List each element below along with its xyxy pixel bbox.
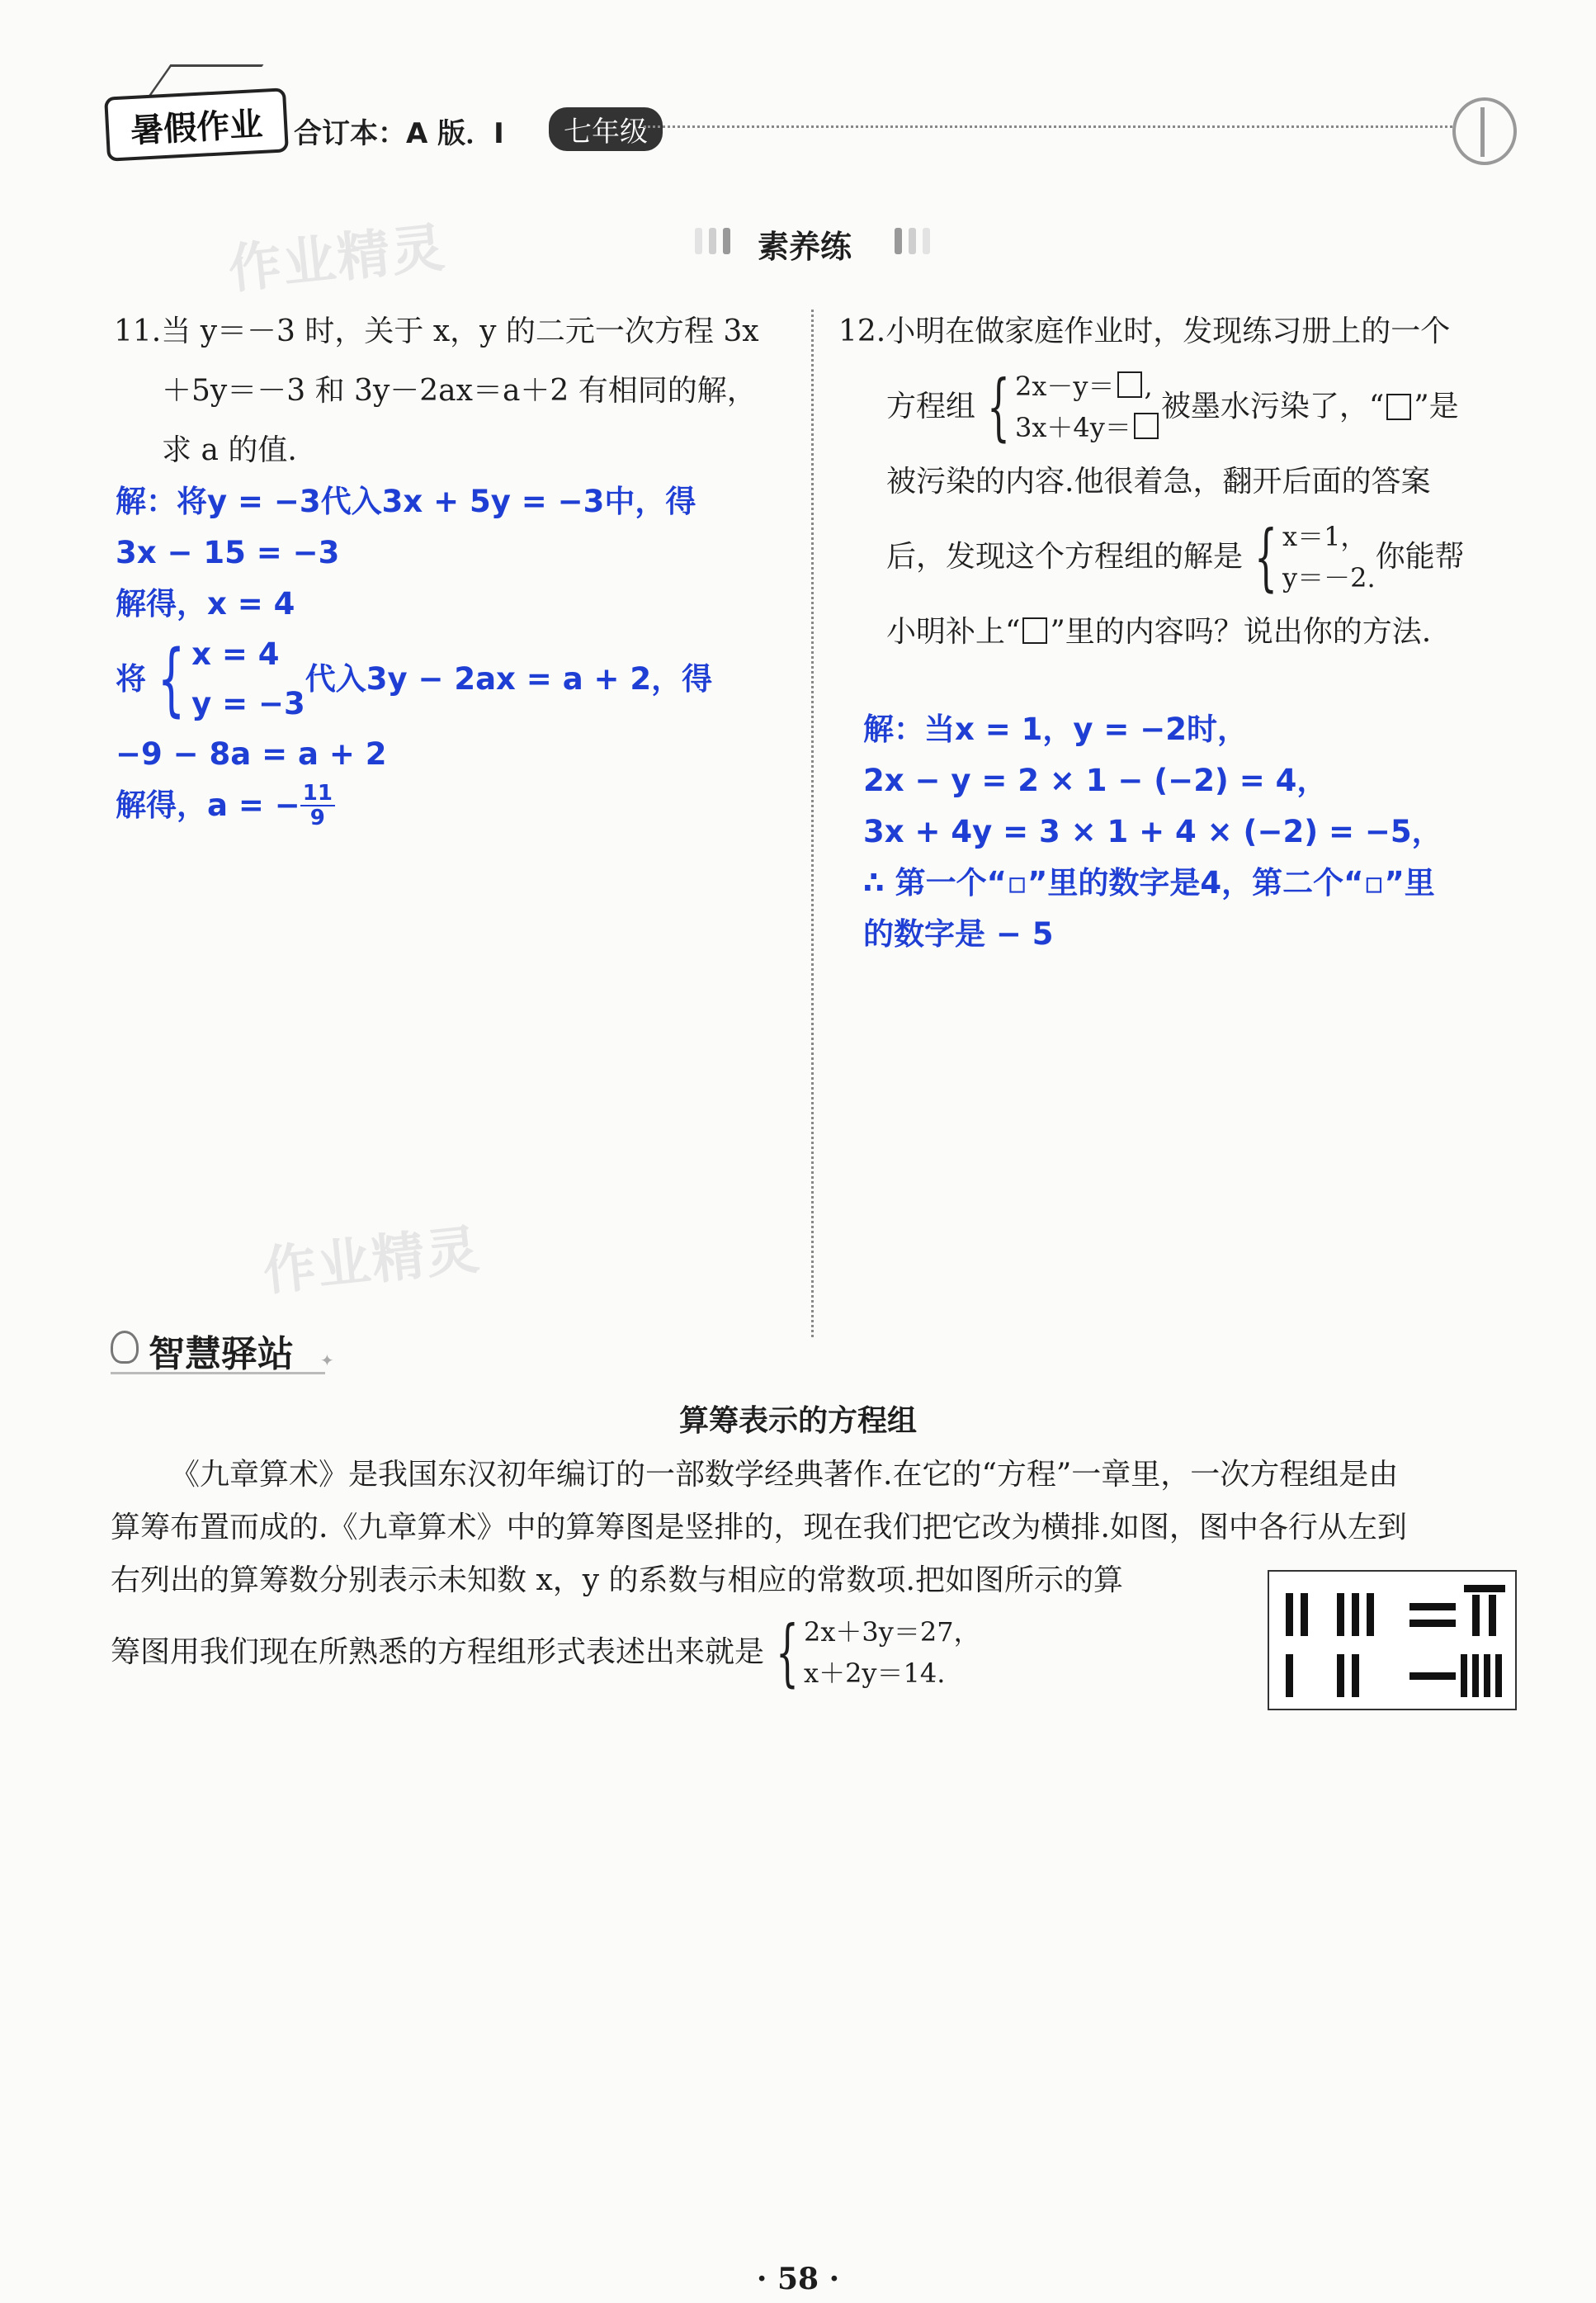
q12-answer [863,704,1540,960]
q12-line2 [838,362,1523,452]
watermark-middle: 作业精灵 [260,1219,484,1303]
q12-answer-line4: ∴ 第一个“▫”里的数字是4，第二个“▫”里 [863,865,1435,901]
q11-brace: { [157,633,186,726]
wisdom-sys-line2: x＋2y＝14. [804,1657,946,1689]
q11-line2: ＋5y＝－3 和 3y－2ax＝a＋2 有相同的解， [162,374,757,408]
rod-equation-system [764,1611,980,1694]
q12-line2-tail: 被墨水污染了，“ [1160,390,1385,423]
wisdom-station-underline [111,1372,325,1374]
q12-solution-brace: { [1254,514,1278,599]
q12-line2-end: ”是 [1414,390,1459,423]
blank-box-icon [1386,394,1411,420]
q11-line1: 当 y＝－3 时，关于 x，y 的二元一次方程 3x [161,314,759,348]
q11-substitute-label: 将 [116,661,146,697]
section-title: 素养练 [758,229,852,265]
counting-rods-icon [1269,1572,1515,1709]
q12-line5 [838,603,1523,662]
wisdom-line1: 《九章算术》是我国东汉初年编订的一部数学经典著作.在它的“方程”一章里，一次方程组是由 [170,1458,1399,1492]
wisdom-subtitle: 算筹表示的方程组 [678,1404,917,1438]
column-divider [811,310,814,1337]
wisdom-line3: 右列出的算筹数分别表示未知数 x，y 的系数与相应的常数项.把如图所示的算 [111,1563,1123,1597]
q12-solution-system [1243,516,1376,598]
q12-sys-line2: 3x＋4y＝ [1015,412,1131,443]
q11-solution-system [146,630,305,729]
q11-sys-line1: x = 4 [191,636,280,672]
q12-line5-post: ”里的内容吗？说出你的方法. [1050,615,1432,649]
q12-sol-line1: x＝1， [1282,521,1367,552]
q11-answer-line2: 3x − 15 = −3 [116,535,340,570]
q12-line4 [838,512,1523,603]
q12-number: 12. [838,314,886,348]
counting-rods-figure [1268,1570,1517,1710]
q12-answer-line3: 3x + 4y = 3 × 1 + 4 × (−2) = −5， [863,814,1443,849]
q12-line3: 被污染的内容.他很着急，翻开后面的答案 [886,465,1431,499]
q11-number: 11. [114,314,162,348]
q12-line1: 小明在做家庭作业时，发现练习册上的一个 [885,314,1451,348]
q11-result-label: 解得，a = − [116,787,300,823]
wisdom-sys-line1: 2x＋3y＝27， [804,1616,980,1648]
blank-box-icon [1022,617,1047,644]
brand-logo [104,87,289,161]
q11-sys-line2: y = −3 [191,686,305,721]
lightbulb-icon [111,1331,139,1364]
wisdom-line2: 算筹布置而成的.《九章算术》中的算筹图是竖排的，现在我们把它改为横排.如图，图中各行从左到 [111,1511,1407,1544]
corner-logo-icon [1452,97,1517,165]
wisdom-brace: { [776,1610,800,1695]
q12-answer-line1: 解：当x = 1，y = −2时， [863,712,1249,747]
sparkle-icon: ✦ [320,1350,334,1370]
grade-badge: 七年级 [549,107,663,151]
q12-system-label: 方程组 [886,390,976,423]
brand-text: 暑假作业 [130,105,264,150]
page-number: · 58 · [756,2262,840,2296]
q12-answer-line2: 2x − y = 2 × 1 − (−2) = 4， [863,763,1328,798]
section-title-right-bars [895,228,930,254]
q11-answer-line6 [116,780,792,831]
fraction-numerator: 11 [300,782,335,806]
q12-answer-line5: 的数字是 − 5 [863,916,1054,952]
q12-solution-label: 后，发现这个方程组的解是 [886,540,1244,574]
q11-result-fraction [300,782,335,830]
blank-box-icon [1134,413,1159,439]
q12-brace: { [987,364,1011,449]
question-12 [838,302,1523,662]
q11-answer-line4 [116,630,792,729]
q11-line3: 求 a 的值. [162,433,297,467]
q11-answer-line3: 解得，x = 4 [116,586,295,622]
fraction-denominator: 9 [309,806,325,830]
q11-substitute-tail: 代入3y − 2ax = a + 2，得 [305,661,713,697]
q12-smudged-system: { 2x－y＝ , 3x＋4y＝ [975,366,1161,448]
blank-box-icon [1117,371,1142,398]
section-title-left-bars [695,228,730,254]
q11-answer-line1: 解：将y = −3代入3x + 5y = −3中，得 [116,484,696,519]
q12-sys-line1: 2x－y＝ [1015,371,1115,402]
wisdom-line4-pre: 筹图用我们现在所熟悉的方程组形式表述出来就是 [111,1635,765,1669]
q11-answer [116,476,792,831]
q12-line5-pre: 小明补上“ [886,615,1021,649]
header-rule [644,125,1452,128]
question-11 [114,302,791,480]
edition-label: 合订本：A 版．I [294,117,504,150]
q11-answer-line5: −9 − 8a = a + 2 [116,736,387,772]
q12-line4-tail: 你能帮 [1375,540,1465,574]
watermark-top: 作业精灵 [225,217,449,301]
wisdom-station-title: 智慧驿站 [149,1333,294,1375]
q12-sol-line2: y＝－2. [1282,562,1376,593]
